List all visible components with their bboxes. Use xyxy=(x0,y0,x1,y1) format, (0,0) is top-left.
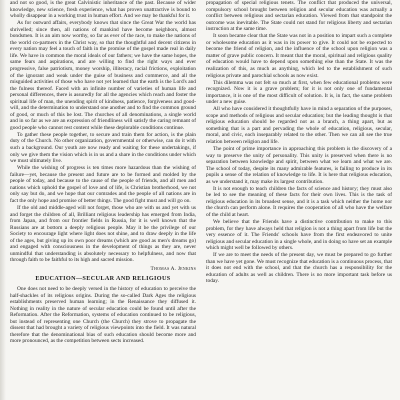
paragraph: All who have considered it thoughtfully have in mind a separation of the purposes, scope and methods of religious and secular education; but the leading thought is that religious education should be regarded not as a branch, a thing apart, but as something that is a part and pervading the whole of education, religious, secular, moral, and civic, each inseparably related to the other. Then we can all see the true relation between religion and life. xyxy=(206,106,392,145)
section-heading: EDUCATION—SECULAR AND RELIGIOUS xyxy=(35,275,171,283)
paragraph: We believe that the Friends have a distinctive contribution to make to this problem, for they have always held that religion is not a thing apart from life but the very essence of it. The Friends' schools have from the first endeavored to unite religious and secular education in a single whole, and in doing so have set an example which might well be followed by others. xyxy=(206,219,392,252)
right-column xyxy=(206,0,392,400)
left-column xyxy=(10,0,196,400)
paragraph: While the wishing of progress is ten times more hazardous than the wishing of failure—yet, because the present and future are to be formed and molded by the people of today, and because to the cause of the people of friends, and all men and nations which uphold the gospel of love and of life, is Christian brotherhood, we not only say but do, and we hope that our comrades and the people of all nations are in fact the only hope and promise of better things. The good fight must and will go on. xyxy=(10,165,196,204)
paragraph: It soon became clear that the State was not in a position to impart such a complete or wholesome education as it was in its power to give. It could not be expected to become the friend of religion, and the influence of the school upon religion was a matter of grave public concern. It meant that the moral, spiritual and religious quality of education would have to depend upon something else than the State. It was the realization of this, as much as anything, which led to the establishment of such religious private and parochial schools as now exist. xyxy=(206,33,392,79)
paragraph: The point of prime importance in approaching this problem is the discovery of a way to preserve the unity of personality. This unity is preserved when there is no separation between knowledge and spirit, between what we learn and what we are. The school of today, despite its many admirable features, is failing to produce in its pupils a sense of the relation of knowledge to life. It is here that religious education, as we understand it, may make its largest contribution. xyxy=(206,146,392,185)
paragraph: One does not need to be deeply versed in the history of education to perceive the half-shackles of its religious origins. During the so-called Dark Ages the religious establishments preserved human learning; in the Renaissance they diffused it. Nothing in reality in the nature of secular education could be found until after the Reformation. After the Reformation, systems of education continued to be religious, but instead of representing one Church (the Church) they strove to propagate the dissent that had brought a variety of religious viewpoints into the field. It was natural therefore that the denominational bias of such education should become more and more pronounced, as the competition between sects increased. xyxy=(10,285,196,345)
author-signature: Thomas A. Jenkins xyxy=(150,265,196,272)
paragraph: As for outward affairs, everybody knows that since the Great War the world has shrivelled; since then, all nations of mankind have become neighbors, almost bondsmen. It is an aim now worthy, so far as ever of the race, to make the nations of the world co-partners in the Christ way, so that the thoughtful and decent citizens in every nation may feel a touch of faith in the promise of the gospel made real in daily life. We have in common the moral ideals of our fathers; we have the same hopes, the same fears and aspirations, and are willing to find the right ways and ever progressive, false patriotism, money worship, illiteracy, racial frictions, exploitation of the ignorant and weak under the guise of business and commerce, and all the misguided activities of those who have not yet learned that the earth is the Lord's and the fulness thereof. Faced with an infinite number of varieties of human life and personal differences, there is assuredly for all the agencies which reach and foster the spiritual life of man, the unending spirit of kindness, patience, forgiveness and good-will, and the determination to understand one another and to find the common ground of good, or much of this be lost. The churches of all denominations, a single world and in so far as we are an expression of friendliness will satisfy the caring remnant of good people who cannot rest content while these deplorable conditions continue. xyxy=(10,20,196,131)
paragraph: It is not enough to teach children the facts of science and history; they must also be led to see the meaning of these facts for their own lives. This is the task of religious education in its broadest sense, and it is a task which neither the home nor the church can perform alone. It requires the cooperation of all who have the welfare of the child at heart. xyxy=(206,185,392,218)
paragraph: and not so good, is the great Calvinistic inheritance of the past. Because of wider knowledge, new science, fresh experience, what has proven unattractive is bound to wholly disappear in a working trust in human effort. And we may be thankful for it. xyxy=(10,0,196,20)
paragraph: propagation of special religious tenets. The conflict that produced the universal, compulsory school brought between religion and secular education was actually a conflict between religious and sectarian education. Viewed from that standpoint the outcome was inevitable. The State could not stand for religious liberty and sectarian instruction at the same time. xyxy=(206,0,392,33)
paragraph: To gather these people together, to secure and train them for action, is the plain duty of the Church. No other organization, governmental or otherwise, can do it with such a background. Our youth are now ready and waiting for these undertakings, if only we give them the vision which is in us and a share in the conditions under which we must ultimately live. xyxy=(10,131,196,165)
paragraph: If we are to meet the needs of the present day, we must be prepared to go further than we have yet gone. We must recognize that education is a continuous process, that it does not end with the school, and that the church has a responsibility for the education of adults as well as children. There is no more important task before us today. xyxy=(206,252,392,285)
text-columns xyxy=(10,0,392,400)
paragraph: If the old and middle-aged will not forget, those who are with us and yet with us and forget the children of all, Brilliant religious leadership has emerged from India, from Japan, and from our frontier fields in Russia, for it is well known that the Russians are at bottom a deeply religious people. May it be the privilege of our Society to encourage light where light does not shine, and to draw deeply in the life of the ages, but giving up its own poor dreams (which are good as men's dreams go) and engaged with consciousness in the development of things as they are, never unmindful that understanding is absolutely necessary to helpfulness, and now that through faith to be faithful to its high and sacred mission. xyxy=(10,204,196,264)
paragraph: This dilemma was not felt so much at first, when few educational problems were recognized. Now it is a grave problem; for it is not only one of fundamental importance, it is one of the most difficult of solution. It is, in fact, the same problem under a new guise. xyxy=(206,79,392,106)
